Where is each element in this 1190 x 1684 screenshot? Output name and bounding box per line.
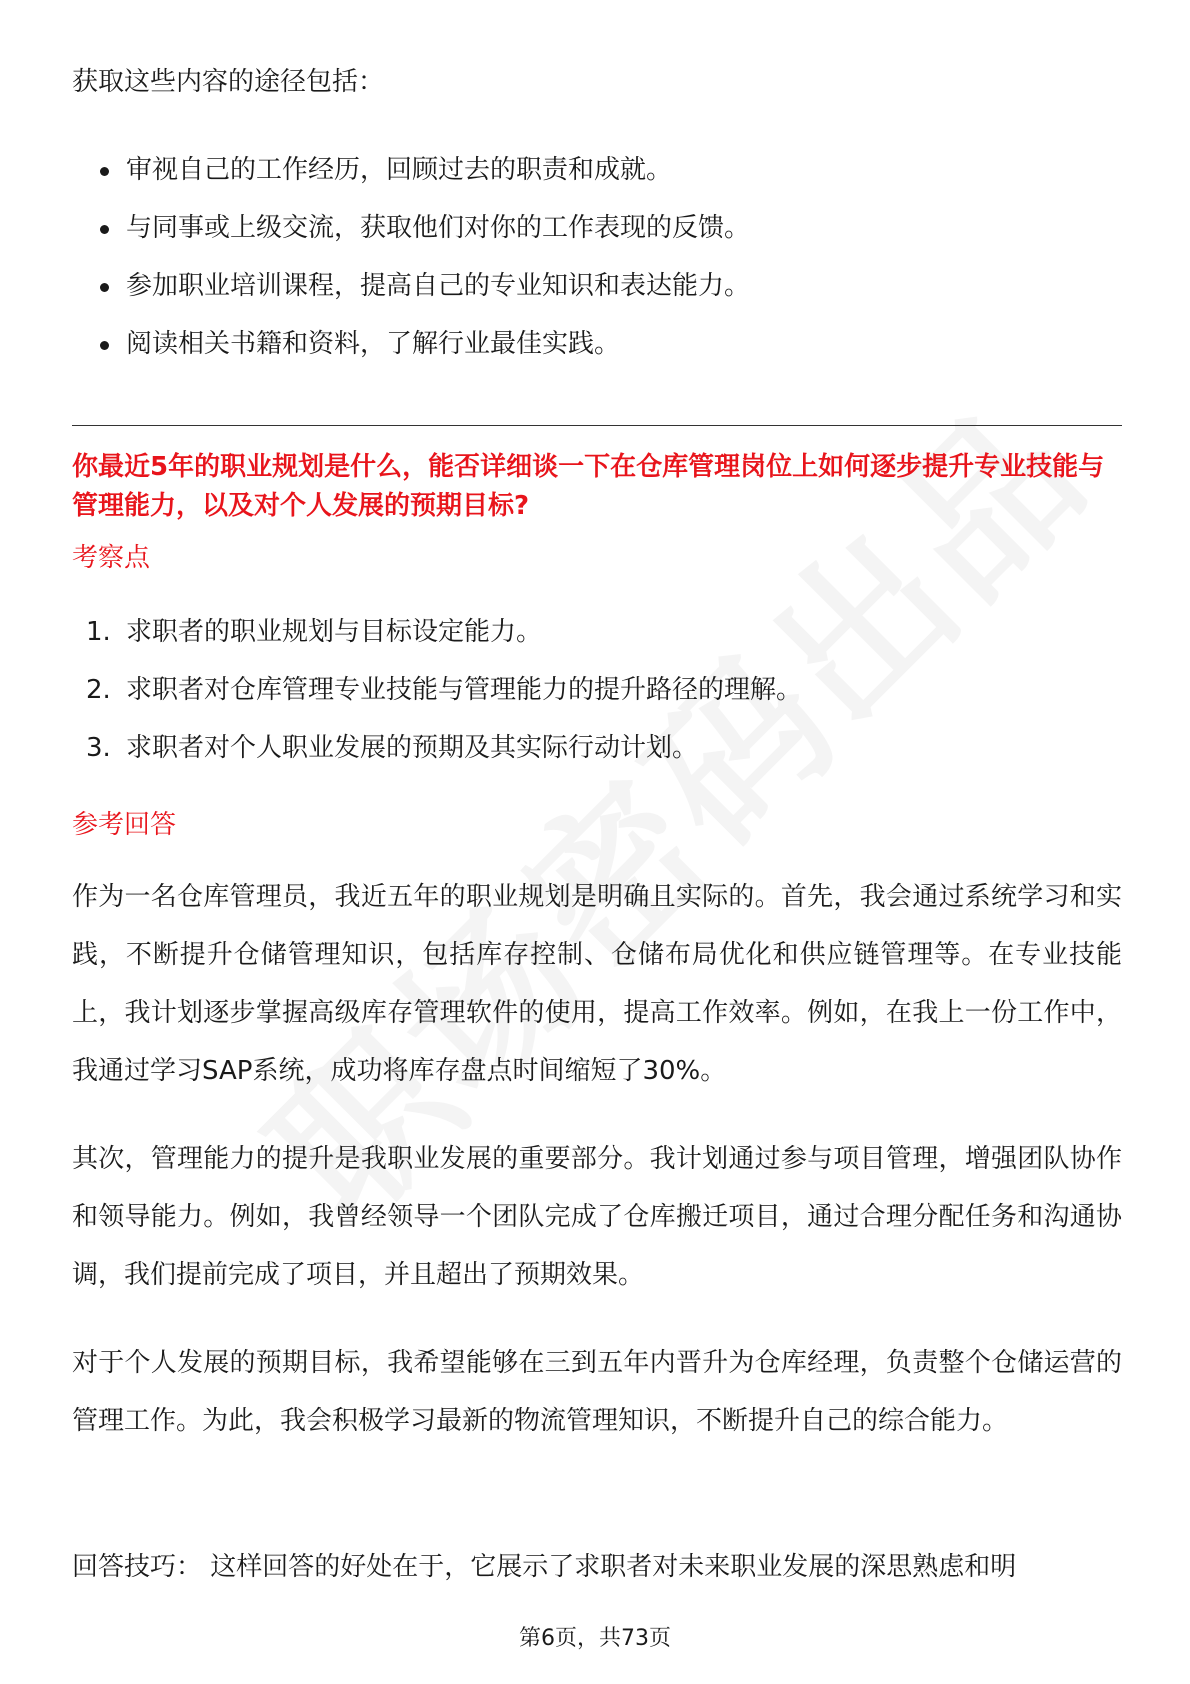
intro-text: 获取这些内容的途径包括： bbox=[72, 67, 385, 97]
list-number: 3. bbox=[86, 733, 111, 763]
question-heading: 你最近5年的职业规划是什么，能否详细谈一下在仓库管理岗位上如何逐步提升专业技能与管理能力，以及对个人发展的预期目标? bbox=[72, 452, 1105, 521]
page-number: 第6页，共73页 bbox=[519, 1626, 671, 1651]
list-item bbox=[72, 728, 802, 786]
section-divider bbox=[72, 425, 1122, 426]
list-item-text: 与同事或上级交流，获取他们对你的工作表现的反馈。 bbox=[126, 213, 751, 243]
list-item-text: 求职者对仓库管理专业技能与管理能力的提升路径的理解。 bbox=[126, 675, 803, 705]
evaluation-points-list bbox=[72, 612, 802, 786]
list-item-text: 求职者对个人职业发展的预期及其实际行动计划。 bbox=[126, 733, 699, 763]
list-item bbox=[72, 208, 750, 266]
bullet-dot-icon bbox=[100, 341, 109, 350]
bullet-dot-icon bbox=[100, 225, 109, 234]
list-item bbox=[72, 670, 802, 728]
list-item-text: 求职者的职业规划与目标设定能力。 bbox=[126, 617, 543, 647]
list-item bbox=[72, 266, 750, 324]
bullet-dot-icon bbox=[100, 167, 109, 176]
evaluation-points-title: 考察点 bbox=[72, 543, 151, 573]
bullet-dot-icon bbox=[100, 283, 109, 292]
list-number: 1. bbox=[86, 617, 111, 647]
list-item-text: 阅读相关书籍和资料，了解行业最佳实践。 bbox=[126, 329, 621, 359]
list-number: 2. bbox=[86, 675, 111, 705]
list-item bbox=[72, 612, 802, 670]
answer-paragraph: 对于个人发展的预期目标，我希望能够在三到五年内晋升为仓库经理，负责整个仓储运营的管理工作。为此，我会积极学习最新的物流管理知识，不断提升自己的综合能力。 bbox=[72, 1348, 1122, 1436]
answer-tips-paragraph: 回答技巧： 这样回答的好处在于，它展示了求职者对未来职业发展的深思熟虑和明 bbox=[72, 1552, 1017, 1582]
list-item-text: 审视自己的工作经历，回顾过去的职责和成就。 bbox=[126, 155, 673, 185]
list-item-text: 参加职业培训课程，提高自己的专业知识和表达能力。 bbox=[126, 271, 751, 301]
list-item bbox=[72, 150, 750, 208]
answer-paragraph: 作为一名仓库管理员，我近五年的职业规划是明确且实际的。首先，我会通过系统学习和实践，不断提升仓储管理知识，包括库存控制、仓储布局优化和供应链管理等。在专业技能上，我计划逐步掌握高级库存管理软件的使用，提高工作效率。例如，在我上一份工作中，我通过学习SAP系统，成功将库存盘点时间缩短了30%。 bbox=[72, 882, 1122, 1086]
answer-paragraph: 其次，管理能力的提升是我职业发展的重要部分。我计划通过参与项目管理，增强团队协作和领导能力。例如，我曾经领导一个团队完成了仓库搬迁项目，通过合理分配任务和沟通协调，我们提前完成了项目，并且超出了预期效果。 bbox=[72, 1144, 1122, 1290]
bullet-list bbox=[72, 150, 750, 382]
reference-answer-title: 参考回答 bbox=[72, 810, 177, 840]
list-item bbox=[72, 324, 750, 382]
